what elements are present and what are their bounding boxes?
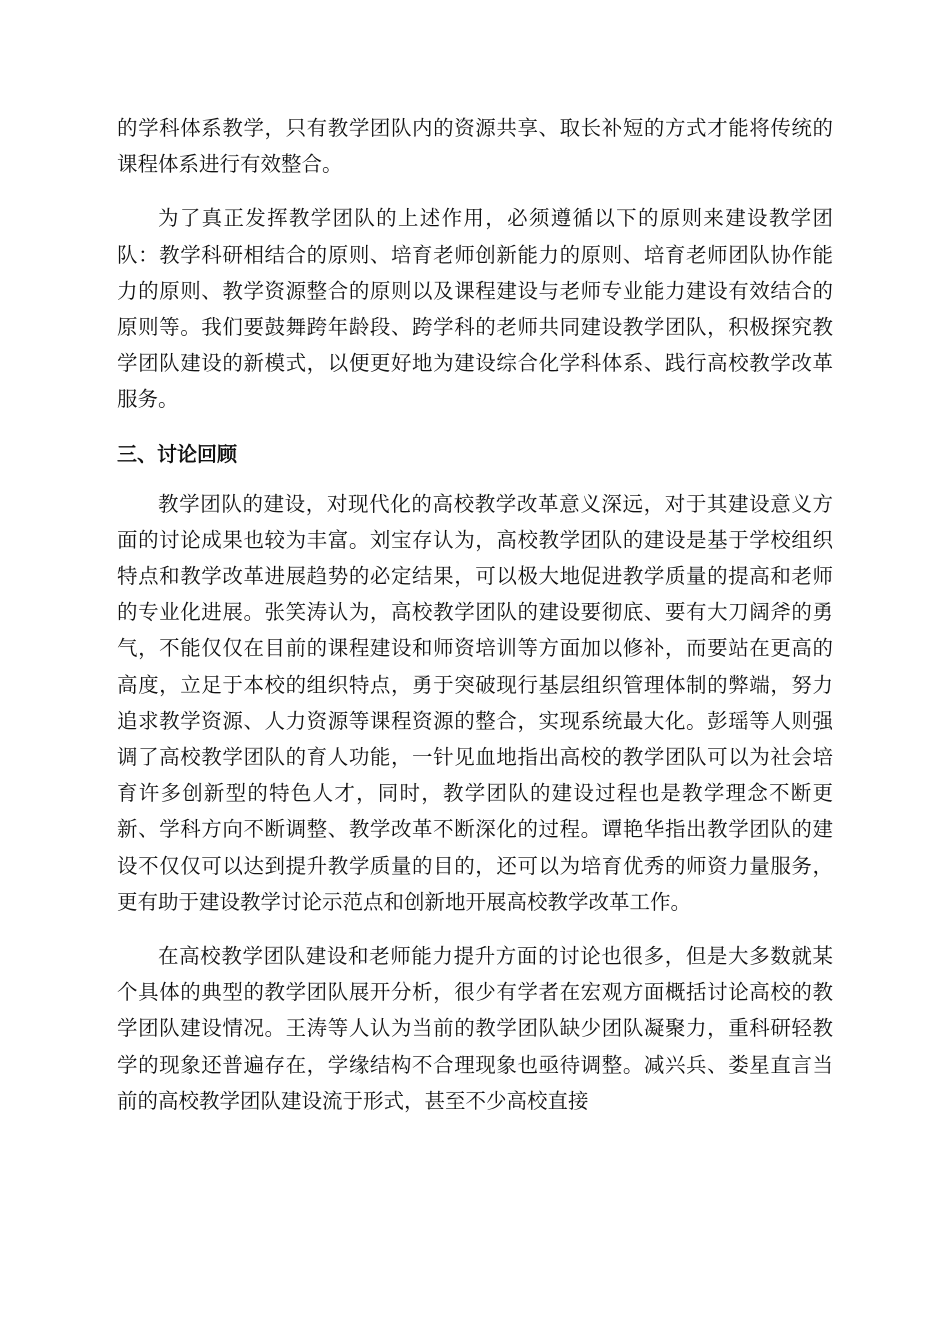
- section-heading: 三、讨论回顾: [117, 441, 237, 466]
- paragraph-team-capability: 在高校教学团队建设和老师能力提升方面的讨论也很多，但是大多数就某个具体的典型的教学团队展开分析，很少有学者在宏观方面概括讨论高校的教学团队建设情况。王涛等人认为当前的教学团队缺少团队凝聚力，重科研轻教学的现象还普遍存在，学缘结构不合理现象也亟待调整。减兴兵、娄星直言当前的高校教学团队建设流于形式，甚至不少高校直接: [117, 944, 833, 1113]
- paragraph-principles: 为了真正发挥教学团队的上述作用，必须遵循以下的原则来建设教学团队：教学科研相结合的原则、培育老师创新能力的原则、培育老师团队协作能力的原则、教学资源整合的原则以及课程建设与老师专业能力建设有效结合的原则等。我们要鼓舞跨年龄段、跨学科的老师共同建设教学团队，积极探究教学团队建设的新模式，以便更好地为建设综合化学科体系、践行高校教学改革服务。: [117, 206, 833, 412]
- paragraph-continuation: 的学科体系教学，只有教学团队内的资源共享、取长补短的方式才能将传统的课程体系进行有效整合。: [117, 116, 833, 177]
- paragraph-literature-review: 教学团队的建设，对现代化的高校教学改革意义深远，对于其建设意义方面的讨论成果也较为丰富。刘宝存认为，高校教学团队的建设是基于学校组织特点和教学改革进展趋势的必定结果，可以极大地促进教学质量的提高和老师的专业化进展。张笑涛认为，高校教学团队的建设要彻底、要有大刀阔斧的勇气，不能仅仅在目前的课程建设和师资培训等方面加以修补，而要站在更高的高度，立足于本校的组织特点，勇于突破现行基层组织管理体制的弊端，努力追求教学资源、人力资源等课程资源的整合，实现系统最大化。彭瑶等人则强调了高校教学团队的育人功能，一针见血地指出高校的教学团队可以为社会培育许多创新型的特色人才，同时，教学团队的建设过程也是教学理念不断更新、学科方向不断调整、教学改革不断深化的过程。谭艳华指出教学团队的建设不仅仅可以达到提升教学质量的目的，还可以为培育优秀的师资力量服务，更有助于建设教学讨论示范点和创新地开展高校教学改革工作。: [117, 491, 833, 914]
- document-page: [117, 110, 833, 1137]
